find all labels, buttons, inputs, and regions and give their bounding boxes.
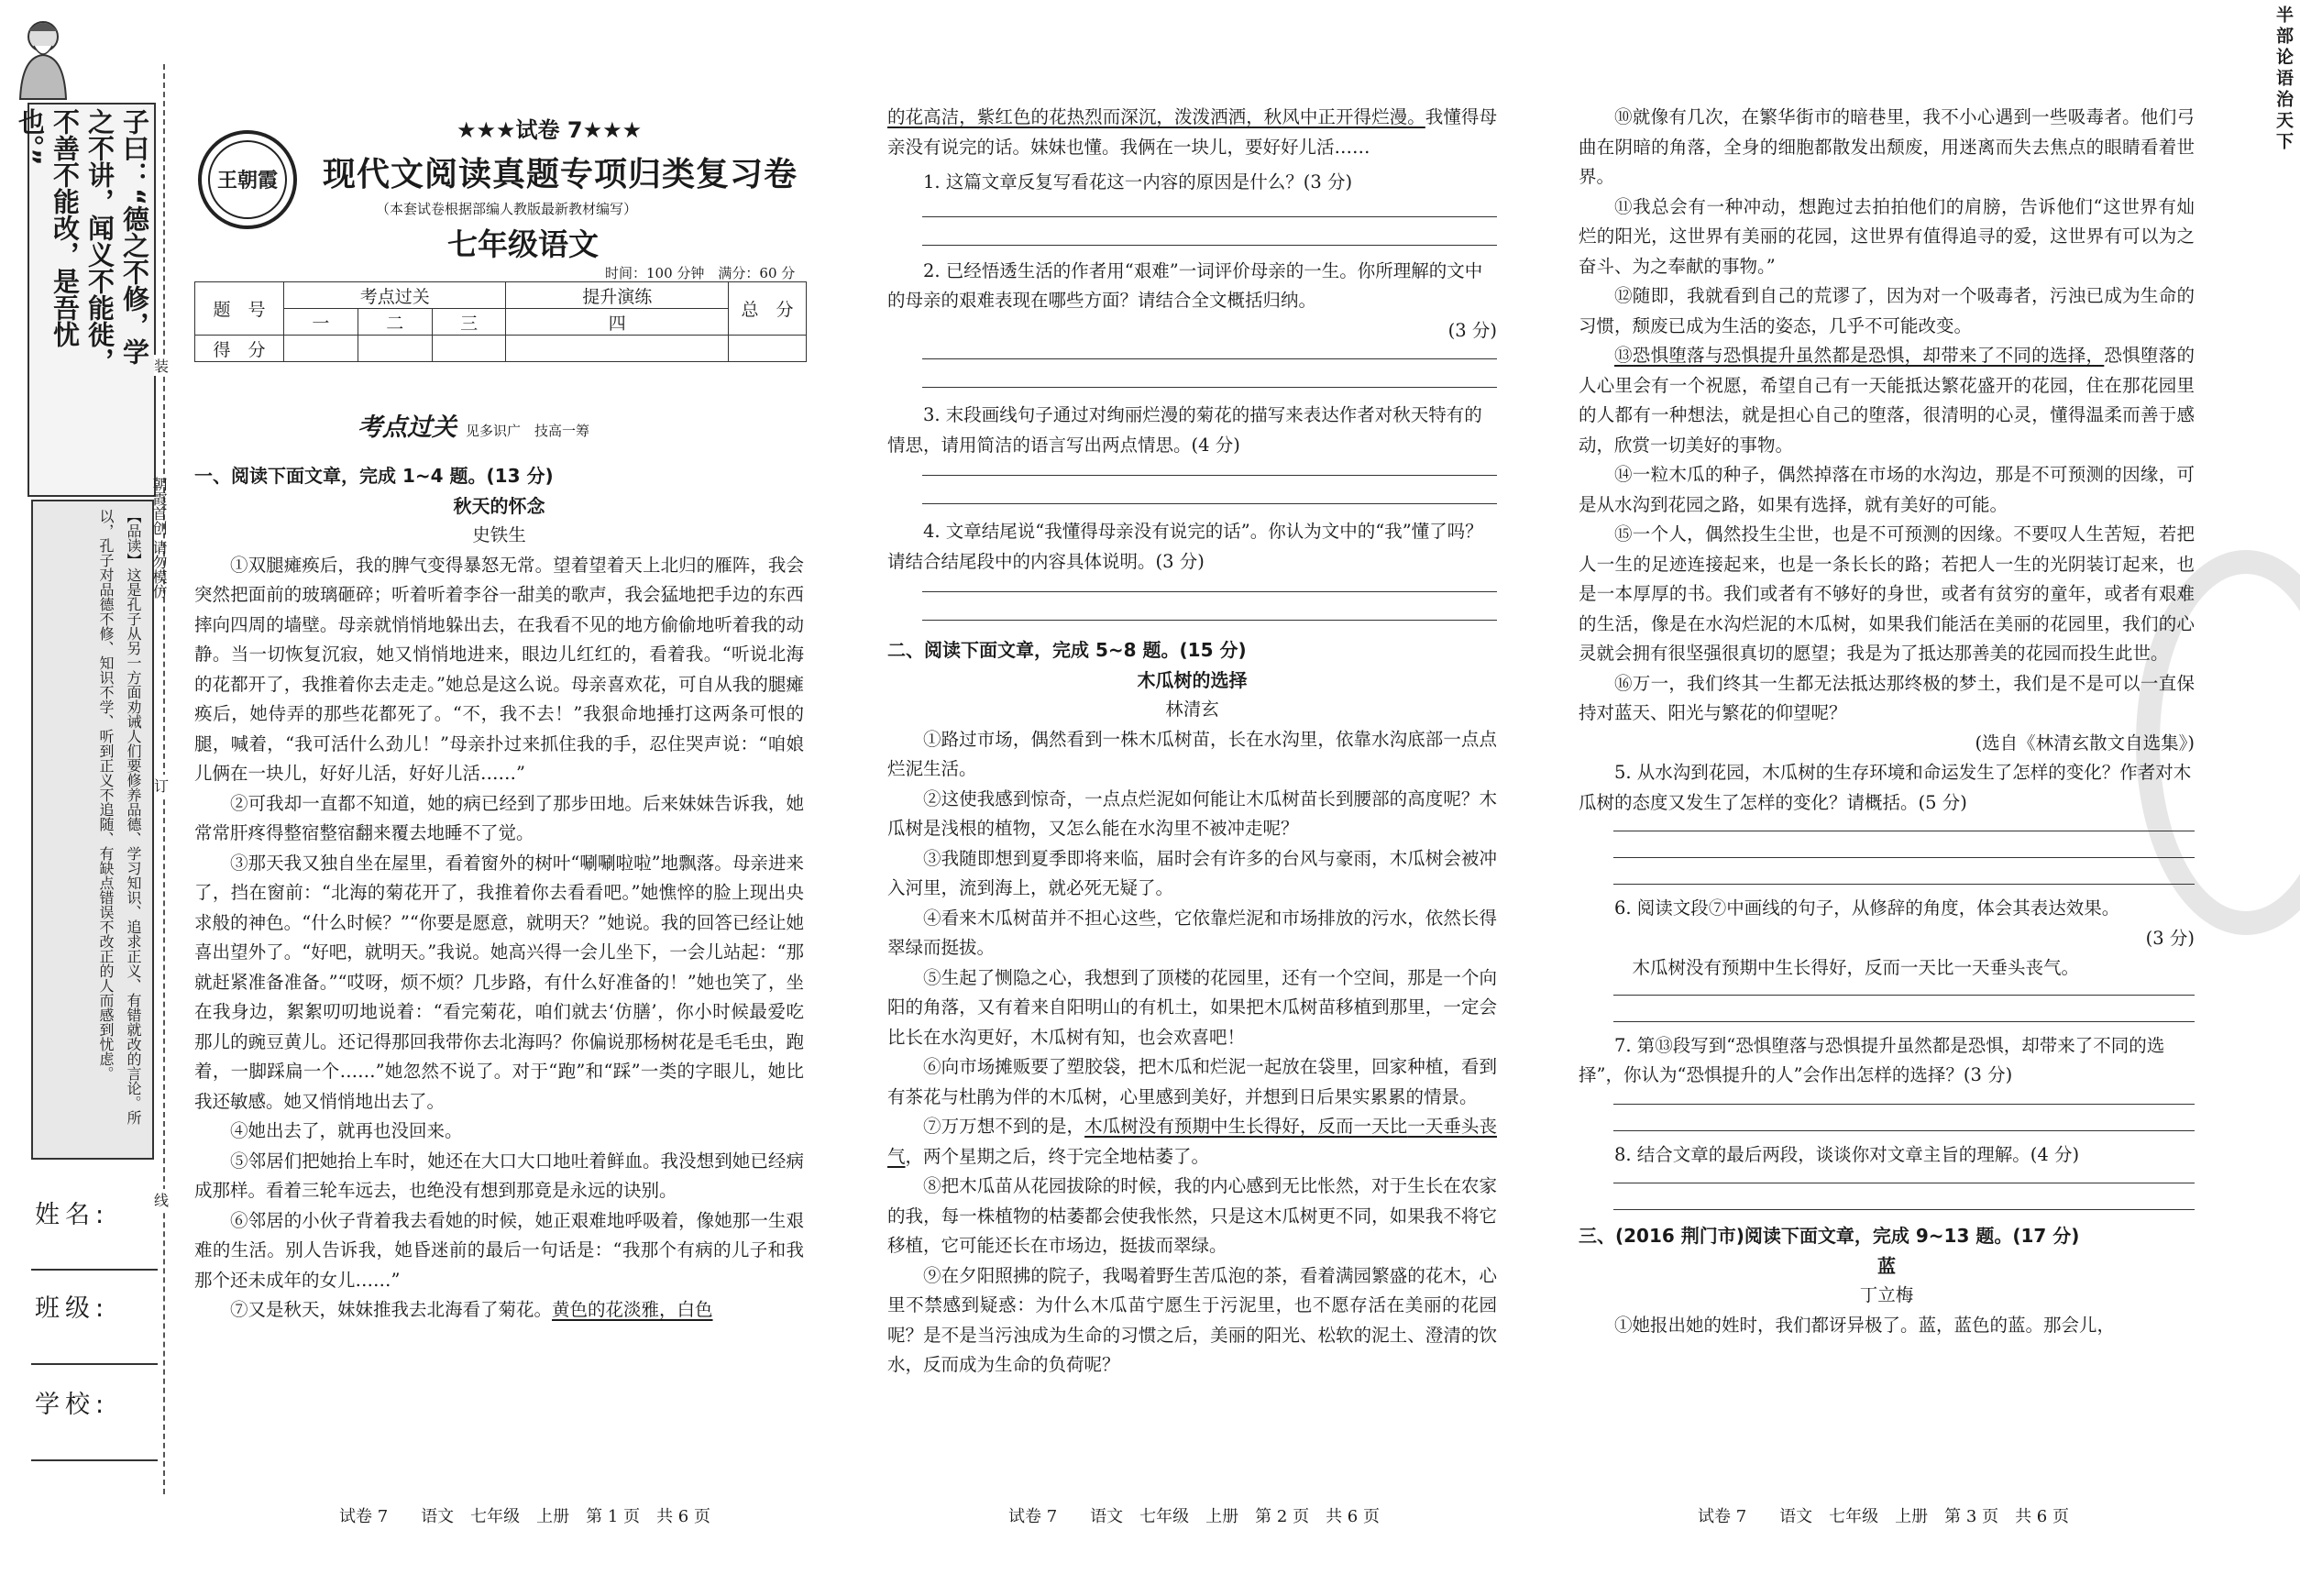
score-cell[interactable] <box>284 336 358 362</box>
paragraph: ⑧把木瓜苗从花园拔除的时候，我的内心感到无比怅然，对于生长在农家的我，每一株植物的枯萎都会使我怅然，只是这木瓜树更不同，如果我不将它移植，它可能还长在市场边，挺拔而翠绿。 <box>887 1175 1497 1256</box>
paragraph <box>887 1112 1497 1172</box>
paragraph: ①双腿瘫痪后，我的脾气变得暴怒无常。望着望着天上北归的雁阵，我会突然把面前的玻璃砸碎；听着听着李谷一甜美的歌声，我会猛地把手边的东西摔向四周的墙壁。母亲就悄悄地躲出去，在我看不见的地方偷偷地听着我的动静。当一切恢复沉寂，她又悄悄地进来，眼边儿红红的，看着我。“听说北海的花都开了，我推着你去走走。”她总是这么说。母亲喜欢花，可自从我的腿瘫痪后，她侍弄的那些花都死了。“不，我不去！”我狠命地捶打这两条可恨的腿，喊着，“我可活什么劲儿！”母亲扑过来抓住我的手，忍住哭声说：“咱娘儿俩在一块儿，好好儿活，好好儿活……” <box>194 554 804 784</box>
class-label: 班级: <box>35 1294 110 1323</box>
logo-text: 王朝霞 <box>216 170 279 193</box>
question-6: 6. 阅读文段⑦中画线的句子，从修辞的角度，体会其表达效果。 <box>1614 897 2120 919</box>
underlined-sentence: ⑬恐惧堕落与恐惧提升虽然都是恐惧，却带来了不同的选择， <box>1614 345 2105 366</box>
score-cell[interactable] <box>506 336 729 362</box>
question-7: 7. 第⑬段写到“恐惧堕落与恐惧提升虽然都是恐惧，却带来了不同的选择”，你认为“恐惧提升的人”会作出怎样的选择？(3 分) <box>1579 1034 2165 1085</box>
question-6-score: (3 分) <box>2145 927 2195 949</box>
page-footer-3: 试卷 7 语文 七年级 上册 第 3 页 共 6 页 <box>1698 1507 2069 1526</box>
paper-series: ★★★试卷 7★★★ <box>457 117 643 143</box>
passage-1-author: 史铁生 <box>472 524 526 545</box>
answer-line[interactable] <box>922 503 1497 504</box>
paragraph: ⑯万一，我们终其一生都无法抵达那终极的梦土，我们是不是可以一直保持对蓝天、阳光与繁花的仰望呢？ <box>1579 672 2195 723</box>
column-2 <box>887 103 1497 1381</box>
time-and-score: 时间：100 分钟 满分：60 分 <box>605 265 796 281</box>
col-header: 二 <box>358 309 432 336</box>
paragraph: ⑮一个人，偶然投生尘世，也是不可预测的因缘。不要叹人生苦短，若把人一生的足迹连接起来，也是一条长长的路；若把人一生的光阴装订起来，也是一本厚厚的书。我们或者有不够好的身世，或者有贫穷的童年，或者有艰难的生活，像是在水沟烂泥的木瓜树，如果我们能活在美丽的花园里，我们的心灵就会拥有很坚强很真切的愿望；我是为了抵达那善美的花园而投生此世。 <box>1579 523 2195 664</box>
row-label: 题 号 <box>195 282 284 336</box>
paragraph: ⑫随即，我就看到自己的荒谬了，因为对一个吸毒者，污浊已成为生命的习惯，颓废已成为生活的姿态，几乎不可能改变。 <box>1579 285 2195 336</box>
col-header: 三 <box>432 309 506 336</box>
paragraph-text: ⑦又是秋天，妹妹推我去北海看了菊花。 <box>230 1299 553 1320</box>
question-2: 2. 已经悟透生活的作者用“艰难”一词评价母亲的一生。你所理解的文中的母亲的艰难表现在哪些方面？请结合全文概括归纳。 <box>887 259 1483 311</box>
paragraph: ⑤生起了恻隐之心，我想到了顶楼的花园里，还有一个空间，那是一个向阳的角落，又有着来自阳明山的有机土，如果把木瓜树苗移植到那里，一定会比长在水沟更好，木瓜树有知，也会欢喜吧！ <box>887 966 1497 1048</box>
cut-mark: 线 <box>154 1189 169 1210</box>
total-header: 总 分 <box>729 282 807 336</box>
paragraph: ⑭一粒木瓜的种子，偶然掉落在市场的水沟边，那是不可预测的因缘，可是从水沟到花园之路，如果有选择，就有美好的可能。 <box>1579 464 2195 515</box>
class-field[interactable] <box>31 1363 158 1365</box>
paragraph-text: ⑦万万想不到的是， <box>923 1116 1085 1137</box>
cut-mark: 订 <box>154 775 169 796</box>
passage-1-title: 秋天的怀念 <box>453 494 545 517</box>
underlined-sentence: 的花高洁，紫红色的花热烈而深沉，泼泼洒洒，秋风中正开得烂漫。 <box>887 106 1425 127</box>
confucius-avatar-icon <box>11 13 75 101</box>
answer-line[interactable] <box>922 387 1497 388</box>
name-field[interactable] <box>31 1269 158 1271</box>
question-6-quote: 木瓜树没有预期中生长得好，反而一天比一天垂头丧气。 <box>1632 957 2080 978</box>
section-3-heading: 三、(2016 荆门市)阅读下面文章，完成 9~13 题。(17 分) <box>1579 1225 2080 1247</box>
school-field[interactable] <box>31 1459 158 1461</box>
paragraph <box>194 1295 804 1326</box>
paragraph: ④看来木瓜树苗并不担心这些，它依靠烂泥和市场排放的污水，依然长得翠绿而挺拔。 <box>887 907 1497 958</box>
answer-line[interactable] <box>922 591 1497 592</box>
column-3 <box>1579 103 2195 1340</box>
paragraph-text: 我懂得母亲没有说完的话。妹妹也懂。我俩在一块儿，要好好儿活…… <box>887 106 1497 158</box>
group-header: 提升演练 <box>506 282 729 309</box>
commentary-box <box>31 500 154 1160</box>
paragraph: ⑤邻居们把她抬上车时，她还在大口大口地吐着鲜血。我没想到她已经病成那样。看着三轮车远去，也绝没有想到那竟是永远的诀别。 <box>194 1150 804 1201</box>
col-header: 一 <box>284 309 358 336</box>
motto-heading: 半部论语治天下 <box>2273 6 2294 153</box>
underlined-sentence: 黄色的花淡雅，白色 <box>552 1299 713 1320</box>
paragraph: ④她出去了，就再也没回来。 <box>230 1120 463 1141</box>
banner-title: 考点过关 <box>358 413 457 442</box>
paper-title: 现代文阅读真题专项归类复习卷 <box>323 156 798 193</box>
section-2-heading: 二、阅读下面文章，完成 5~8 题。(15 分) <box>887 639 1247 661</box>
confucius-quote: 子曰：“德之不修，学之不讲，闻义不能徙，不善不能改，是吾忧也。” <box>15 108 150 374</box>
paragraph-text: 恐惧堕落的人心里会有一个祝愿，希望自己有一天能抵达繁花盛开的花园，住在那花园里的人都有一种想法，就是担心自己的堕落，很清明的心灵，懂得温柔而善于感动，欣赏一切美好的事物。 <box>1579 345 2195 456</box>
banner-sub: 见多识广 技高一筹 <box>466 423 590 439</box>
question-3: 3. 末段画线句子通过对绚丽烂漫的菊花的描写来表达作者对秋天特有的情思，请用简洁的语言写出两点情思。(4 分) <box>887 404 1482 456</box>
section-1-heading: 一、阅读下面文章，完成 1~4 题。(13 分) <box>194 465 554 487</box>
question-4: 4. 文章结尾说“我懂得母亲没有说完的话”。你认为文中的“我”懂了吗？请结合结尾段中的内容具体说明。(3 分) <box>887 521 1483 572</box>
answer-line[interactable] <box>1613 1021 2195 1022</box>
page-footer-1: 试卷 7 语文 七年级 上册 第 1 页 共 6 页 <box>339 1507 710 1526</box>
score-cell[interactable] <box>432 336 506 362</box>
question-2-score: (3 分) <box>1447 319 1497 341</box>
question-8: 8. 结合文章的最后两段，谈谈你对文章主旨的理解。(4 分) <box>1614 1143 2080 1165</box>
paragraph: ③我随即想到夏季即将来临，届时会有许多的台风与豪雨，木瓜树会被冲入河里，流到海上，就必死无疑了。 <box>887 847 1497 898</box>
commentary-text: 【品读】这是孔子从另一方面劝诫人们要修养品德、学习知识、追求正义、有错就改的言论。所以，孔子对品德不修、知识不学、听到正义不追随、有缺点错误不改正的人而感到忧虑。 <box>97 509 142 1125</box>
passage-source: (选自《林清玄散文自选集》) <box>1975 732 2195 754</box>
paragraph: ⑥邻居的小伙子背着我去看她的时候，她正艰难地呼吸着，像她那一生艰难的生活。别人告诉我，她昏迷前的最后一句话是：“我那个有病的儿子和我那个还未成年的女儿……” <box>194 1209 804 1291</box>
row-label: 得 分 <box>195 336 284 362</box>
publisher-logo <box>196 128 299 231</box>
passage-3-author: 丁立梅 <box>1859 1284 1914 1305</box>
paragraph: ②可我却一直都不知道，她的病已经到了那步田地。后来妹妹告诉我，她常常肝疼得整宿整宿翻来覆去地睡不了觉。 <box>194 792 804 843</box>
group-header: 考点过关 <box>284 282 506 309</box>
paragraph: ⑩就像有几次，在繁华街市的暗巷里，我不小心遇到一些吸毒者。他们弓曲在阴暗的角落，全身的细胞都散发出颓废，用迷离而失去焦点的眼睛看着世界。 <box>1579 106 2195 187</box>
answer-line[interactable] <box>1613 1130 2195 1131</box>
answer-line[interactable] <box>1613 1104 2195 1105</box>
answer-line[interactable] <box>1613 995 2195 996</box>
answer-line[interactable] <box>1613 1209 2195 1210</box>
answer-line[interactable] <box>922 475 1497 476</box>
paragraph <box>1579 341 2195 460</box>
answer-line[interactable] <box>1613 857 2195 858</box>
paragraph <box>887 103 1497 162</box>
section-banner <box>358 407 589 443</box>
paragraph-text: ，两个星期之后，终于完全地枯萎了。 <box>905 1145 1210 1167</box>
school-label: 学校: <box>35 1391 110 1419</box>
passage-2-title: 木瓜树的选择 <box>1137 668 1248 691</box>
total-cell[interactable] <box>729 336 807 362</box>
score-cell[interactable] <box>358 336 432 362</box>
page-footer-2: 试卷 7 语文 七年级 上册 第 2 页 共 6 页 <box>1008 1507 1380 1526</box>
paragraph: ⑥向市场摊贩要了塑胶袋，把木瓜和烂泥一起放在袋里，回家种植，看到有茶花与杜鹃为伴的木瓜树，心里感到美好，并想到日后果实累累的情景。 <box>887 1056 1497 1107</box>
score-table <box>194 281 807 362</box>
side-note: 朝霞首创 请勿模仿 <box>150 477 168 600</box>
underlined-sentence: 一天垂头丧气 <box>887 1116 1497 1167</box>
answer-line[interactable] <box>922 358 1497 359</box>
cut-mark: 装 <box>154 355 169 376</box>
paragraph: ⑨在夕阳照拂的院子，我喝着野生苦瓜泡的茶，看着满园繁盛的花木，心里不禁感到疑惑：为什么木瓜苗宁愿生于污泥里，也不愿存活在美丽的花园呢？是不是当污浊成为生命的习惯之后，美丽的阳光、松软的泥土、澄清的饮水，反而成为生命的负荷呢？ <box>887 1264 1497 1375</box>
paragraph: ①路过市场，偶然看到一株木瓜树苗，长在水沟里，依靠水沟底部一点点烂泥生活。 <box>887 728 1497 779</box>
answer-line[interactable] <box>922 620 1497 621</box>
underlined-sentence: 木瓜树没有预期中生长得好，反而一天比 <box>1084 1116 1408 1137</box>
answer-line[interactable] <box>922 245 1497 246</box>
paragraph: ③那天我又独自坐在屋里，看着窗外的树叶“唰唰啦啦”地飘落。母亲进来了，挡在窗前：“北海的菊花开了，我推着你去看看吧。”她憔悴的脸上现出央求般的神色。“什么时候？”“你要是愿意，就明天？”她说。我的回答已经让她喜出望外了。“好吧，就明天。”我说。她高兴得一会儿坐下，一会儿站起：“那就赶紧准备准备。”“哎呀，烦不烦？几步路，有什么好准备的！”她也笑了，坐在我身边，絮絮叨叨地说着：“看完菊花，咱们就去‘仿膳’，你小时候最爱吃那儿的豌豆黄儿。还记得那回我带你去北海吗？你偏说那杨树花是毛毛虫，跑着，一脚踩扁一个……”她忽然不说了。对于“跑”和“踩”一类的字眼儿，她比我还敏感。她又悄悄地出去了。 <box>194 852 804 1112</box>
name-label: 姓名: <box>35 1201 110 1229</box>
answer-line[interactable] <box>1613 884 2195 885</box>
column-1 <box>194 461 804 1326</box>
passage-2-author: 林清玄 <box>1165 699 1219 720</box>
passage-3-title: 蓝 <box>1877 1254 1896 1277</box>
paragraph: ②这使我感到惊奇，一点点烂泥如何能让木瓜树苗长到腰部的高度呢？木瓜树是浅根的植物，又怎么能在水沟里不被冲走呢？ <box>887 787 1497 839</box>
paper-subject: 七年级语文 <box>447 226 599 262</box>
answer-line[interactable] <box>922 216 1497 217</box>
question-5: 5. 从水沟到花园，木瓜树的生存环境和命运发生了怎样的变化？作者对木瓜树的态度又发生了怎样的变化？请概括。(5 分) <box>1579 762 2192 813</box>
paragraph: ①她报出她的姓时，我们都讶异极了。蓝，蓝色的蓝。那会儿， <box>1614 1314 2116 1336</box>
question-1: 1. 这篇文章反复写看花这一内容的原因是什么？(3 分) <box>923 171 1353 193</box>
paper-note: （本套试卷根据部编人教版最新教材编写） <box>376 201 638 217</box>
paragraph: ⑪我总会有一种冲动，想跑过去拍拍他们的肩膀，告诉他们“这世界有灿烂的阳光，这世界有美丽的花园，这世界有值得追寻的爱，这世界有可以为之奋斗、为之奉献的事物。” <box>1579 195 2195 277</box>
col-header: 四 <box>506 309 729 336</box>
